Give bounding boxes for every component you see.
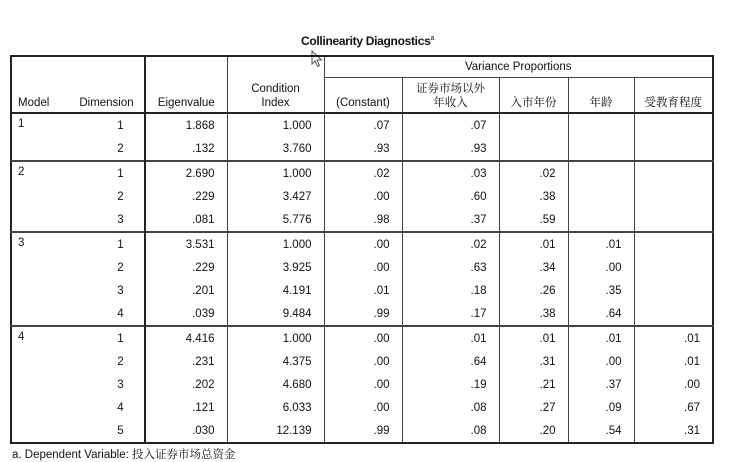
header-var-entry-year: 入市年份 — [499, 78, 568, 114]
cell-model — [11, 350, 69, 373]
cell-var-entry-year: .02 — [499, 161, 568, 185]
cell-var-age: .01 — [568, 326, 634, 350]
cell-constant: .00 — [324, 185, 402, 208]
footnote-marker: a — [430, 35, 435, 42]
cell-var-income: .02 — [402, 232, 499, 256]
cell-condition-index: 6.033 — [227, 396, 324, 419]
table-row — [11, 326, 713, 350]
cell-var-entry-year: .21 — [499, 373, 568, 396]
cell-eigenvalue: .231 — [145, 350, 227, 373]
cell-var-income: .07 — [402, 113, 499, 137]
cell-dimension: 4 — [117, 401, 124, 414]
cell-var-entry-year: .38 — [499, 185, 568, 208]
cell-dimension: 5 — [117, 424, 124, 437]
cell-var-age — [568, 208, 634, 232]
cell-condition-index: 4.680 — [227, 373, 324, 396]
cell-var-income: .03 — [402, 161, 499, 185]
cell-model: 2 — [11, 161, 69, 185]
cell-var-entry-year: .31 — [499, 350, 568, 373]
cell-dimension: 1 — [69, 232, 145, 256]
cell-var-income: .93 — [402, 137, 499, 161]
header-var-age: 年龄 — [568, 78, 634, 114]
cell-var-age: .00 — [568, 256, 634, 279]
header-dimension: Dimension — [69, 56, 145, 113]
cell-var-age: .64 — [568, 302, 634, 326]
cell-dimension: 4 — [117, 307, 124, 320]
cell-var-education — [634, 256, 713, 279]
cell-dimension: 2 — [117, 142, 124, 155]
table-row — [11, 113, 713, 137]
cell-condition-index: 1.000 — [227, 326, 324, 350]
cell-constant: .93 — [324, 137, 402, 161]
table-row — [11, 279, 713, 302]
header-constant: (Constant) — [324, 78, 402, 114]
cell-condition-index: 5.776 — [227, 208, 324, 232]
cell-model — [11, 419, 69, 443]
header-var-education: 受教育程度 — [634, 78, 713, 114]
cell-var-age — [568, 185, 634, 208]
cell-constant: .00 — [324, 326, 402, 350]
header-var-income: 证券市场以外年收入 — [402, 78, 499, 114]
cell-var-entry-year — [499, 113, 568, 137]
cell-var-age: .37 — [568, 373, 634, 396]
cell-var-age — [568, 137, 634, 161]
table-body — [11, 113, 713, 443]
cell-var-entry-year: .01 — [499, 326, 568, 350]
cell-eigenvalue: 1.868 — [145, 113, 227, 137]
table-row — [11, 302, 713, 326]
cell-var-education — [634, 279, 713, 302]
cell-var-age: .00 — [568, 350, 634, 373]
cell-var-income: .08 — [402, 396, 499, 419]
cell-eigenvalue: 2.690 — [145, 161, 227, 185]
cell-var-income: .60 — [402, 185, 499, 208]
cell-eigenvalue: 3.531 — [145, 232, 227, 256]
cell-var-age — [568, 161, 634, 185]
cell-constant: .00 — [324, 396, 402, 419]
cell-condition-index: 1.000 — [227, 232, 324, 256]
table-row — [11, 419, 713, 443]
cell-var-entry-year: .01 — [499, 232, 568, 256]
cell-condition-index: 9.484 — [227, 302, 324, 326]
cell-constant: .00 — [324, 256, 402, 279]
cell-model: 3 — [11, 232, 69, 256]
cell-model — [11, 302, 69, 326]
cell-eigenvalue: .201 — [145, 279, 227, 302]
cell-var-age — [568, 113, 634, 137]
cell-constant: .07 — [324, 113, 402, 137]
cell-var-age: .35 — [568, 279, 634, 302]
cell-constant: .99 — [324, 419, 402, 443]
cell-condition-index: 4.191 — [227, 279, 324, 302]
cell-condition-index: 12.139 — [227, 419, 324, 443]
cell-eigenvalue: .229 — [145, 256, 227, 279]
cell-var-education — [634, 185, 713, 208]
table-row — [11, 232, 713, 256]
cell-condition-index: 4.375 — [227, 350, 324, 373]
table-title — [0, 32, 735, 48]
table-row — [11, 373, 713, 396]
header-model: Model — [11, 56, 69, 113]
cell-condition-index: 3.427 — [227, 185, 324, 208]
cell-eigenvalue: .039 — [145, 302, 227, 326]
table-row — [11, 396, 713, 419]
cell-model — [11, 396, 69, 419]
cell-var-education — [634, 113, 713, 137]
cell-var-income: .18 — [402, 279, 499, 302]
table-row — [11, 161, 713, 185]
cell-constant: .99 — [324, 302, 402, 326]
cell-var-entry-year: .20 — [499, 419, 568, 443]
cell-var-education: .01 — [634, 350, 713, 373]
cell-var-age: .01 — [568, 232, 634, 256]
cell-model: 4 — [11, 326, 69, 350]
cell-eigenvalue: .081 — [145, 208, 227, 232]
cell-var-entry-year: .26 — [499, 279, 568, 302]
cell-var-age: .09 — [568, 396, 634, 419]
cell-constant: .00 — [324, 350, 402, 373]
cell-constant: .00 — [324, 373, 402, 396]
header-eigenvalue: Eigenvalue — [145, 56, 227, 113]
cell-model — [11, 256, 69, 279]
collinearity-diagnostics-table — [10, 55, 714, 444]
cell-condition-index: 1.000 — [227, 113, 324, 137]
table-row — [11, 208, 713, 232]
cell-var-entry-year — [499, 137, 568, 161]
table-row — [11, 256, 713, 279]
cell-var-entry-year: .27 — [499, 396, 568, 419]
cell-eigenvalue: .229 — [145, 185, 227, 208]
cell-dimension: 3 — [117, 378, 124, 391]
cell-model: 1 — [18, 118, 25, 130]
title-text: Collinearity Diagnostics — [300, 34, 431, 48]
cell-condition-index: 3.925 — [227, 256, 324, 279]
cell-var-education — [634, 302, 713, 326]
cell-model — [11, 137, 69, 161]
cell-var-entry-year: .38 — [499, 302, 568, 326]
cell-var-income: .19 — [402, 373, 499, 396]
cell-constant: .01 — [324, 279, 402, 302]
cell-constant: .02 — [324, 161, 402, 185]
cell-constant: .00 — [324, 232, 402, 256]
cell-dimension: 2 — [117, 355, 124, 368]
cell-var-education: .01 — [634, 326, 713, 350]
cell-condition-index: 1.000 — [227, 161, 324, 185]
cell-var-education: .31 — [634, 419, 713, 443]
footnote: a. Dependent Variable: 投入证券市场总资金 — [12, 449, 236, 461]
cell-var-entry-year: .59 — [499, 208, 568, 232]
cell-model — [11, 279, 69, 302]
table-row — [11, 185, 713, 208]
cell-var-income: .64 — [402, 350, 499, 373]
cell-var-income: .63 — [402, 256, 499, 279]
cell-var-income: .17 — [402, 302, 499, 326]
table-container — [10, 55, 712, 462]
cell-dimension: 3 — [117, 284, 124, 297]
cell-var-income: .01 — [402, 326, 499, 350]
cell-dimension: 1 — [69, 161, 145, 185]
cell-var-education: .00 — [634, 373, 713, 396]
cell-var-education — [634, 137, 713, 161]
cell-eigenvalue: .132 — [145, 137, 227, 161]
cell-eigenvalue: 4.416 — [145, 326, 227, 350]
cell-dimension: 2 — [117, 190, 124, 203]
cell-var-income: .08 — [402, 419, 499, 443]
table-row — [11, 137, 713, 161]
cell-model — [11, 208, 69, 232]
header-variance-proportions: Variance Proportions — [324, 56, 713, 78]
cell-eigenvalue: .202 — [145, 373, 227, 396]
table-row — [11, 350, 713, 373]
cell-var-entry-year: .34 — [499, 256, 568, 279]
cell-model — [11, 185, 69, 208]
cell-var-age: .54 — [568, 419, 634, 443]
cell-var-education: .67 — [634, 396, 713, 419]
cell-var-education — [634, 232, 713, 256]
cell-dimension: 1 — [117, 119, 124, 132]
header-condition-index: Condition Index — [227, 56, 324, 113]
cell-constant: .98 — [324, 208, 402, 232]
cell-var-education — [634, 161, 713, 185]
cell-dimension: 3 — [117, 213, 124, 226]
cell-var-education — [634, 208, 713, 232]
cell-var-income: .37 — [402, 208, 499, 232]
cell-eigenvalue: .030 — [145, 419, 227, 443]
cell-dimension: 1 — [69, 326, 145, 350]
cell-condition-index: 3.760 — [227, 137, 324, 161]
cell-dimension: 2 — [117, 261, 124, 274]
cell-model — [11, 373, 69, 396]
cell-eigenvalue: .121 — [145, 396, 227, 419]
